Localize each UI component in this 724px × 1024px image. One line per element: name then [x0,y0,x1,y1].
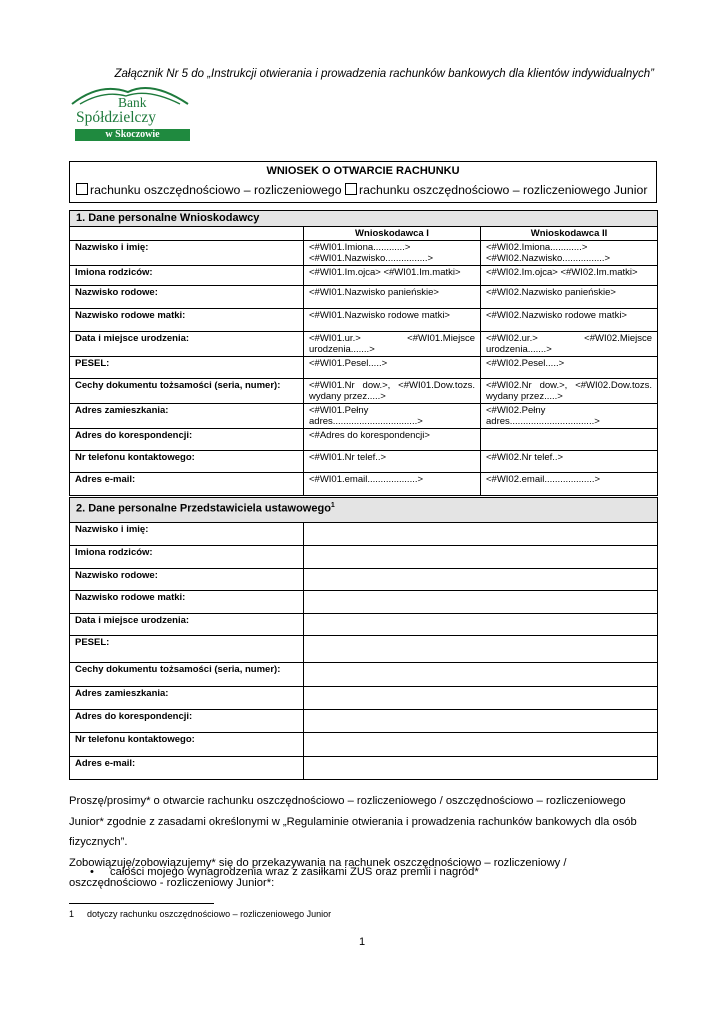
table-row [70,636,658,663]
representative-value[interactable] [304,636,658,663]
logo-line-bank: Bank [118,95,147,110]
applicant1-value[interactable]: <#WI01.Pełny adres................................> [304,404,481,429]
applicant2-value[interactable]: <#WI02.ur.> <#WI02.Miejsce urodzenia.......> [481,332,658,357]
declaration-bullet: • całości mojego wynagrodzenia wraz z zasiłkami ZUS oraz premii i nagród* [90,866,479,878]
applicant2-value[interactable]: <#WI02.Nr dow.>, <#WI02.Dow.tozs. wydany przez.....> [481,379,658,404]
applicant1-value[interactable]: <#WI01.Nazwisko panieńskie> [304,286,481,309]
field-label: PESEL: [70,636,304,663]
representative-value[interactable] [304,687,658,710]
logo-line-name: Spółdzielczy [76,109,157,126]
field-label: Data i miejsce urodzenia: [70,614,304,636]
applicant2-value[interactable] [481,429,658,451]
field-label: Data i miejsce urodzenia: [70,332,304,357]
applicant2-value[interactable]: <#WI02.email...................> [481,473,658,496]
option-standard-label: rachunku oszczędnościowo – rozliczeniowego [90,183,342,197]
table-row [70,357,658,379]
applicant1-value[interactable]: <#WI01.Im.ojca> <#WI01.Im.matki> [304,266,481,286]
representative-value[interactable] [304,591,658,614]
representative-value[interactable] [304,757,658,780]
page-number: 1 [358,936,366,948]
applicant1-value[interactable]: <#Adres do korespondencji> [304,429,481,451]
section2-title: 2. Dane personalne Przedstawiciela ustawowego$^1$ [70,498,658,523]
representative-value[interactable] [304,710,658,733]
table-row [70,687,658,710]
applicant2-value[interactable]: <#WI02.Im.ojca> <#WI02.Im.matki> [481,266,658,286]
representative-value[interactable] [304,569,658,591]
representative-value[interactable] [304,546,658,569]
field-label: Adres e-mail: [70,757,304,780]
footnote: 1 dotyczy rachunku oszczędnościowo – rozliczeniowego Junior [69,909,332,919]
logo-line-location: w Skoczowie [75,129,190,141]
applicant2-header: Wnioskodawca II [481,227,658,241]
field-label: Adres zamieszkania: [70,404,304,429]
table-row [70,404,658,429]
applicant1-header: Wnioskodawca I [304,227,481,241]
table-row [70,546,658,569]
table-row [70,332,658,357]
field-label: Adres zamieszkania: [70,687,304,710]
table-row [70,286,658,309]
applicant1-value[interactable]: <#WI01.email...................> [304,473,481,496]
field-label: Cechy dokumentu tożsamości (seria, numer): [70,379,304,404]
applicant2-value[interactable]: <#WI02.Nazwisko panieńskie> [481,286,658,309]
applicant1-value[interactable]: <#WI01.Nr telef..> [304,451,481,473]
table-row [70,757,658,780]
applicant2-value[interactable]: <#WI02.Pesel.....> [481,357,658,379]
applicant2-value[interactable]: <#WI02.Nazwisko rodowe matki> [481,309,658,332]
account-type-options [76,183,647,197]
table-row [70,569,658,591]
checkbox-junior-account[interactable] [345,183,357,195]
field-label: Imiona rodziców: [70,546,304,569]
applicant1-value[interactable]: <#WI01.Nr dow.>, <#WI01.Dow.tozs. wydany przez.....> [304,379,481,404]
field-label: Nazwisko rodowe matki: [70,309,304,332]
declaration-paragraph-1: Proszę/prosimy* o otwarcie rachunku oszczędnościowo – rozliczeniowego / oszczędnościowo – rozliczeniowego Junior* zgodnie z zasadami określonymi w „Regulaminie otwierania i prowadzenia rachunków bankowych dla osób fizycznych”. [69,795,637,848]
table-row [70,591,658,614]
footnote-divider [69,903,214,904]
applicant1-value[interactable]: <#WI01.ur.> <#WI01.Miejsce urodzenia.......> [304,332,481,357]
empty-header-cell [70,227,304,241]
representative-data-table [69,497,658,780]
applicant2-value[interactable]: <#WI02.Imiona............> <#WI02.Nazwisko................> [481,241,658,266]
representative-value[interactable] [304,733,658,757]
option-junior-label: rachunku oszczędnościowo – rozliczeniowego Junior [358,183,648,197]
representative-value[interactable] [304,663,658,687]
checkbox-standard-account[interactable] [76,183,88,195]
field-label: PESEL: [70,357,304,379]
field-label: Nr telefonu kontaktowego: [70,451,304,473]
applicant1-value[interactable]: <#WI01.Nazwisko rodowe matki> [304,309,481,332]
table-row [70,710,658,733]
applicant2-value[interactable]: <#WI02.Nr telef..> [481,451,658,473]
table-row [70,266,658,286]
declaration-paragraph-2: Zobowiązuję/zobowiązujemy* się do przekazywania na rachunek oszczędnościowo – rozliczeniowy / oszczędnościowo - rozliczeniowy Junior*: [69,856,567,889]
field-label: Cechy dokumentu tożsamości (seria, numer): [70,663,304,687]
form-header [69,161,657,203]
table-row [70,309,658,332]
table-row [70,379,658,404]
table-row [70,523,658,546]
field-label: Nazwisko i imię: [70,241,304,266]
field-label: Nr telefonu kontaktowego: [70,733,304,757]
bank-logo [70,82,192,144]
field-label: Nazwisko rodowe: [70,286,304,309]
representative-value[interactable] [304,614,658,636]
table-row [70,429,658,451]
applicant1-value[interactable]: <#WI01.Pesel.....> [304,357,481,379]
field-label: Adres do korespondencji: [70,710,304,733]
applicant1-value[interactable]: <#WI01.Imiona............> <#WI01.Nazwisko................> [304,241,481,266]
table-row [70,241,658,266]
applicant-data-table [69,210,658,496]
table-row [70,614,658,636]
applicant2-value[interactable]: <#WI02.Pełny adres................................> [481,404,658,429]
form-title: WNIOSEK O OTWARCIE RACHUNKU [266,165,460,177]
table-row [70,663,658,687]
field-label: Imiona rodziców: [70,266,304,286]
field-label: Nazwisko rodowe matki: [70,591,304,614]
table-row [70,733,658,757]
declaration-text [69,791,657,894]
annex-header: Załącznik Nr 5 do „Instrukcji otwierania i prowadzenia rachunków bankowych dla klientów indywidualnych” [114,68,654,80]
field-label: Adres do korespondencji: [70,429,304,451]
field-label: Adres e-mail: [70,473,304,496]
field-label: Nazwisko rodowe: [70,569,304,591]
representative-value[interactable] [304,523,658,546]
section1-title: 1. Dane personalne Wnioskodawcy [70,211,658,227]
table-row [70,451,658,473]
table-row [70,473,658,496]
field-label: Nazwisko i imię: [70,523,304,546]
